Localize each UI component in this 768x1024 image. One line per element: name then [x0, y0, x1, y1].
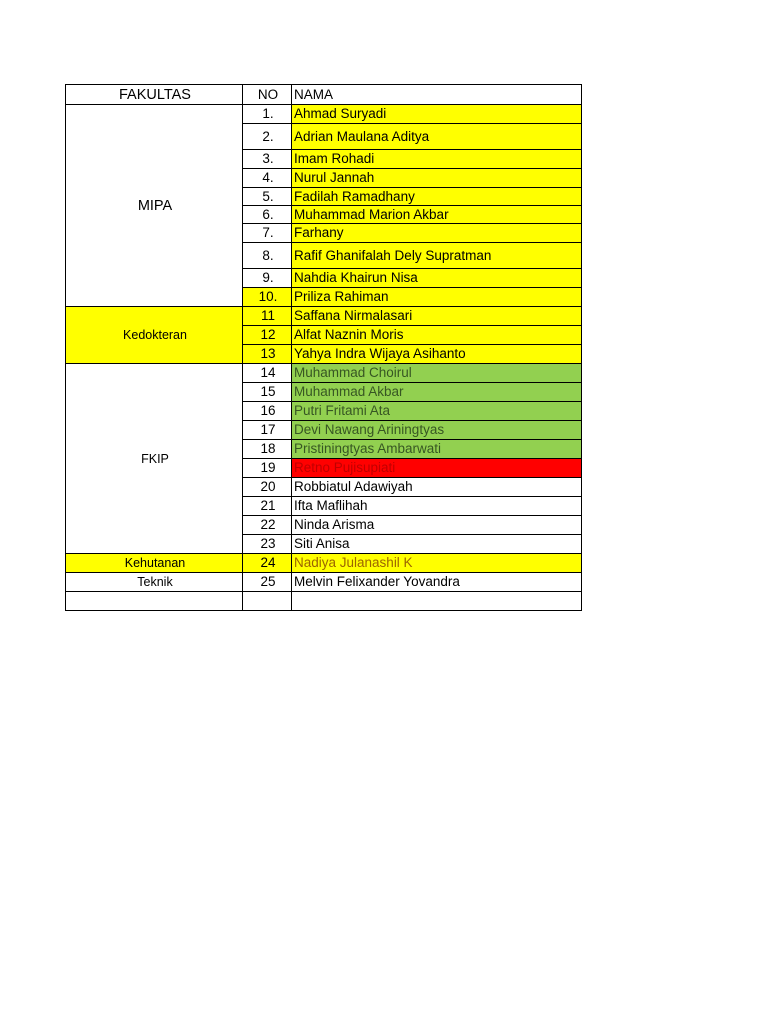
faculty-student-table	[65, 84, 582, 611]
no-cell[interactable]: 5.	[243, 188, 292, 206]
name-cell[interactable]: Robbiatul Adawiyah	[292, 478, 582, 497]
header-row	[66, 85, 582, 105]
empty-row	[66, 592, 582, 611]
name-cell[interactable]: Nurul Jannah	[292, 169, 582, 188]
name-cell[interactable]: Muhammad Choirul	[292, 364, 582, 383]
name-cell[interactable]: Ifta Maflihah	[292, 497, 582, 516]
no-cell[interactable]: 12	[243, 326, 292, 345]
no-cell[interactable]: 1.	[243, 105, 292, 124]
no-cell[interactable]: 23	[243, 535, 292, 554]
name-cell[interactable]: Muhammad Akbar	[292, 383, 582, 402]
no-cell[interactable]: 20	[243, 478, 292, 497]
name-cell[interactable]: Adrian Maulana Aditya	[292, 124, 582, 150]
name-cell[interactable]: Nahdia Khairun Nisa	[292, 269, 582, 288]
no-cell[interactable]: 16	[243, 402, 292, 421]
table-row	[66, 307, 582, 326]
no-cell[interactable]: 22	[243, 516, 292, 535]
name-cell[interactable]: Siti Anisa	[292, 535, 582, 554]
faculty-cell-fkip[interactable]: FKIP	[66, 364, 243, 554]
faculty-cell-teknik[interactable]: Teknik	[66, 573, 243, 592]
no-cell[interactable]: 2.	[243, 124, 292, 150]
no-cell[interactable]: 10.	[243, 288, 292, 307]
name-cell[interactable]: Fadilah Ramadhany	[292, 188, 582, 206]
no-cell[interactable]: 24	[243, 554, 292, 573]
name-cell[interactable]: Rafif Ghanifalah Dely Supratman	[292, 243, 582, 269]
no-cell[interactable]: 7.	[243, 224, 292, 243]
name-cell[interactable]: Pristiningtyas Ambarwati	[292, 440, 582, 459]
name-cell[interactable]: Ninda Arisma	[292, 516, 582, 535]
header-fakultas[interactable]: FAKULTAS	[66, 85, 243, 105]
no-cell[interactable]: 25	[243, 573, 292, 592]
faculty-cell-mipa[interactable]: MIPA	[66, 105, 243, 307]
no-cell[interactable]: 21	[243, 497, 292, 516]
name-cell[interactable]: Saffana Nirmalasari	[292, 307, 582, 326]
no-cell[interactable]: 4.	[243, 169, 292, 188]
table-row	[66, 554, 582, 573]
no-cell[interactable]: 18	[243, 440, 292, 459]
empty-cell[interactable]	[292, 592, 582, 611]
table-row	[66, 105, 582, 124]
no-cell[interactable]: 13	[243, 345, 292, 364]
no-cell[interactable]: 17	[243, 421, 292, 440]
name-cell[interactable]: Retno Pujisupiati	[292, 459, 582, 478]
header-no[interactable]: NO	[243, 85, 292, 105]
no-cell[interactable]: 15	[243, 383, 292, 402]
faculty-cell-kehutanan[interactable]: Kehutanan	[66, 554, 243, 573]
name-cell[interactable]: Putri Fritami Ata	[292, 402, 582, 421]
table-row	[66, 573, 582, 592]
name-cell[interactable]: Muhammad Marion Akbar	[292, 206, 582, 224]
name-cell[interactable]: Nadiya Julanashil K	[292, 554, 582, 573]
header-nama[interactable]: NAMA	[292, 85, 582, 105]
empty-cell[interactable]	[66, 592, 243, 611]
name-cell[interactable]: Alfat Naznin Moris	[292, 326, 582, 345]
no-cell[interactable]: 3.	[243, 150, 292, 169]
no-cell[interactable]: 6.	[243, 206, 292, 224]
name-cell[interactable]: Priliza Rahiman	[292, 288, 582, 307]
no-cell[interactable]: 14	[243, 364, 292, 383]
name-cell[interactable]: Farhany	[292, 224, 582, 243]
name-cell[interactable]: Melvin Felixander Yovandra	[292, 573, 582, 592]
no-cell[interactable]: 11	[243, 307, 292, 326]
name-cell[interactable]: Yahya Indra Wijaya Asihanto	[292, 345, 582, 364]
table-row	[66, 364, 582, 383]
empty-cell[interactable]	[243, 592, 292, 611]
name-cell[interactable]: Imam Rohadi	[292, 150, 582, 169]
no-cell[interactable]: 19	[243, 459, 292, 478]
faculty-cell-kedokteran[interactable]: Kedokteran	[66, 307, 243, 364]
name-cell[interactable]: Devi Nawang Ariningtyas	[292, 421, 582, 440]
name-cell[interactable]: Ahmad Suryadi	[292, 105, 582, 124]
no-cell[interactable]: 8.	[243, 243, 292, 269]
no-cell[interactable]: 9.	[243, 269, 292, 288]
